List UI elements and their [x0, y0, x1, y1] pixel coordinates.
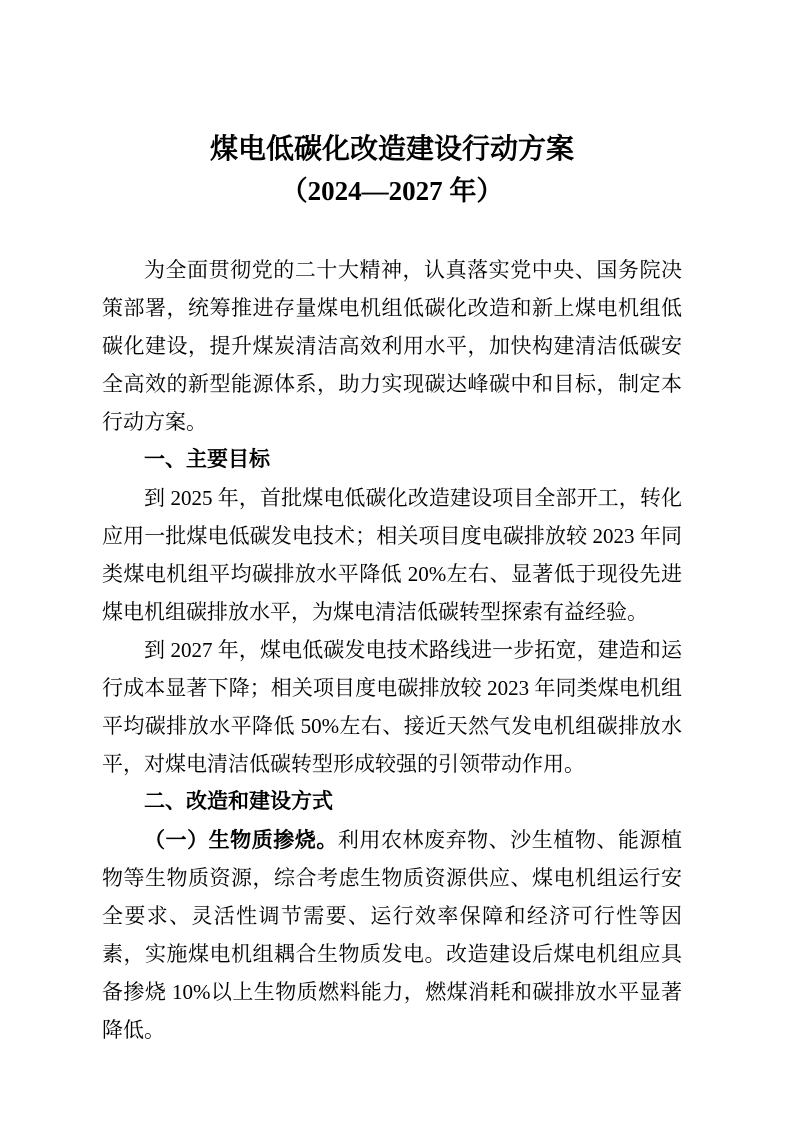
- section-heading-methods: 二、改造和建设方式: [144, 790, 333, 813]
- paragraph-biomass-text: 利用农林废弃物、沙生植物、能源植物等生物质资源，综合考虑生物质资源供应、煤电机组运行安全要求、灵活性调节需要、运行效率保障和经济可行性等因素，实施煤电机组耦合生物质发电。改造建设后煤电机组应具备掺烧 10%以上生物质燃料能力，燃煤消耗和碳排放水平显著降低。: [102, 828, 682, 1042]
- section-heading-main-goals: 一、主要目标: [144, 448, 270, 471]
- paragraph-goal-2025: 到 2025 年，首批煤电低碳化改造建设项目全部开工，转化应用一批煤电低碳发电技术；相关项目度电碳排放较 2023 年同类煤电机组平均碳排放水平降低 20%左右、显著低于现役先进煤电机组碳排放水平，为煤电清洁低碳转型探索有益经验。: [102, 486, 682, 624]
- paragraph-biomass-cofiring: [102, 821, 682, 1049]
- paragraph-goal-2027: 到 2027 年，煤电低碳发电技术路线进一步拓宽，建造和运行成本显著下降；相关项目度电碳排放较 2023 年同类煤电机组平均碳排放水平降低 50%左右、接近天然气发电机组碳排放水平，对煤电清洁低碳转型形成较强的引领带动作用。: [102, 638, 682, 776]
- paragraph-biomass-lead: （一）生物质掺烧。: [144, 828, 338, 852]
- document-subtitle: （2024—2027 年）: [280, 176, 504, 206]
- document-title: 煤电低碳化改造建设行动方案: [209, 134, 574, 165]
- paragraph-intro: 为全面贯彻党的二十大精神，认真落实党中央、国务院决策部署，统筹推进存量煤电机组低碳化改造和新上煤电机组低碳化建设，提升煤炭清洁高效利用水平，加快构建清洁低碳安全高效的新型能源体系，助力实现碳达峰碳中和目标，制定本行动方案。: [102, 258, 682, 434]
